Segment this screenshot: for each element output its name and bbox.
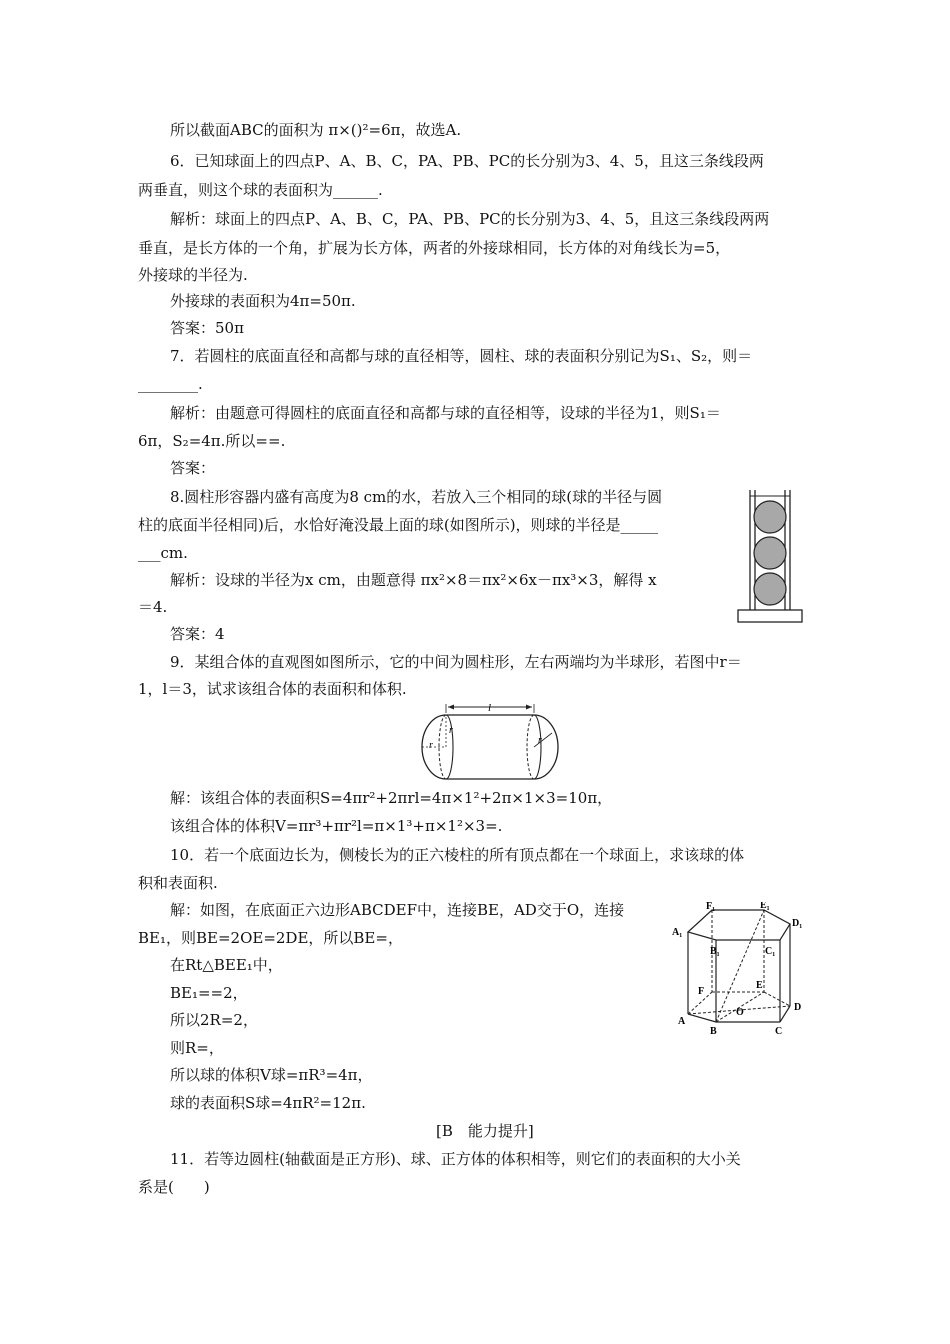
problem-9-line-1: 9．某组合体的直观图如图所示，它的中间为圆柱形，左右两端均为半球形，若图中r＝ [170,653,742,671]
solution-6-line-4: 外接球的表面积为4π=50π. [170,292,356,310]
label-r-left-2: r [449,725,453,736]
problem-11-line-1: 11．若等边圆柱(轴截面是正方形)、球、正方体的体积相等，则它们的表面积的大小关 [170,1150,741,1168]
solution-10-line-3: 在Rt△BEE₁中， [170,956,283,974]
length-arrow-left [448,705,454,710]
base-plate [738,610,802,622]
cylinder-with-balls-figure [735,488,805,626]
problem-8-line-1: 8.圆柱形容器内盛有高度为8 cm的水，若放入三个相同的球(球的半径与圆 [170,488,663,506]
section-heading: [B 能力提升] [436,1122,534,1140]
edge-AB [688,1014,716,1022]
capsule-figure [412,703,570,781]
problem-8-line-3: ___cm. [138,544,188,562]
solution-9-line-2: 该组合体的体积V=πr³+πr²l=π×1³+π×1²×3=. [170,817,503,835]
solution-6-line-1: 解析：球面上的四点P、A、B、C，PA、PB、PC的长分别为3、4、5，且这三条线段两两 [170,210,770,228]
problem-6-line-2: 两垂直，则这个球的表面积为______. [138,181,383,199]
label-D: D [794,1002,802,1013]
solution-6-line-2: 垂直，是长方体的一个角，扩展为长方体，两者的外接球相同，长方体的对角线长为=5， [138,239,731,257]
top-hexagon [688,910,790,940]
solution-10-line-2: BE₁，则BE=2OE=2DE，所以BE=， [138,929,403,947]
problem-8-line-2: 柱的底面半径相同)后，水恰好淹没最上面的球(如图所示)，则球的半径是_____ [138,516,659,534]
hexagonal-prism-figure [668,902,818,1038]
solution-10-line-4: BE₁==2， [170,984,248,1002]
solution-6-line-3: 外接球的半径为. [138,266,248,284]
solution-8-line-2: ＝4. [138,598,168,616]
label-F: F [698,986,705,997]
problem-7-line-2: ________. [138,375,203,393]
edge-CD [780,1006,790,1022]
length-arrow-right [526,705,532,710]
solution-7-line-1: 解析：由题意可得圆柱的底面直径和高都与球的直径相等，设球的半径为1，则S₁＝ [170,404,721,422]
label-C1: C₁ [765,946,776,957]
label-l: l [488,703,492,714]
label-O: O [736,1007,744,1018]
solution-8-line-1: 解析：设球的半径为x cm，由题意得 πx²×8＝πx²×6x－πx³×3，解得 x [170,571,657,589]
label-E: E [756,980,763,991]
solution-10-line-1: 解：如图，在底面正六边形ABCDEF中，连接BE，AD交于O，连接 [170,901,625,919]
label-C: C [775,1026,783,1037]
problem-7-line-1: 7．若圆柱的底面直径和高都与球的直径相等，圆柱、球的表面积分别记为S₁、S₂，则＝ [170,347,753,365]
problem-6-line-1: 6．已知球面上的四点P、A、B、C，PA、PB、PC的长分别为3、4、5，且这三条线段两 [170,152,764,170]
label-r-left: r [429,740,433,751]
label-E1: E₁ [760,902,770,911]
ball-top [754,501,786,533]
solution-9-line-1: 解：该组合体的表面积S=4πr²+2πrl=4π×1²+2π×1×3=10π， [170,789,613,807]
label-A1: A₁ [672,927,683,938]
right-radius-line [534,733,552,747]
solution-7-line-2: 6π，S₂=4π.所以==. [138,432,286,450]
answer-7: 答案： [170,459,216,477]
solution-10-line-6: 则R=， [170,1039,224,1057]
solution-10-line-7: 所以球的体积V球=πR³=4π， [170,1066,373,1084]
label-B1: B₁ [710,946,720,957]
ball-bottom [754,573,786,605]
solution-10-line-8: 球的表面积S球=4πR²=12π. [170,1094,366,1112]
label-r-right: r [538,735,542,746]
right-section-back [527,715,534,779]
problem-9-line-2: 1，l＝3，试求该组合体的表面积和体积. [138,680,407,698]
segment-BE1-hidden [716,910,764,1022]
problem-11-line-2: 系是( ) [138,1178,210,1196]
ball-middle [754,537,786,569]
problem-10-line-1: 10．若一个底面边长为，侧棱长为的正六棱柱的所有顶点都在一个球面上，求该球的体 [170,846,745,864]
answer-8: 答案：4 [170,625,225,643]
label-B: B [710,1026,717,1037]
edge-ED-hidden [764,992,790,1006]
problem-10-line-2: 积和表面积. [138,874,218,892]
right-section-front [534,715,541,779]
solution-10-line-5: 所以2R=2， [170,1011,258,1029]
label-D1: D₁ [792,918,803,929]
label-F1: F₁ [706,902,716,912]
answer-6: 答案：50π [170,319,244,337]
right-hemisphere [534,715,558,779]
text-line: 所以截面ABC的面积为 π×()²=6π，故选A. [170,121,462,139]
label-A: A [678,1016,686,1027]
